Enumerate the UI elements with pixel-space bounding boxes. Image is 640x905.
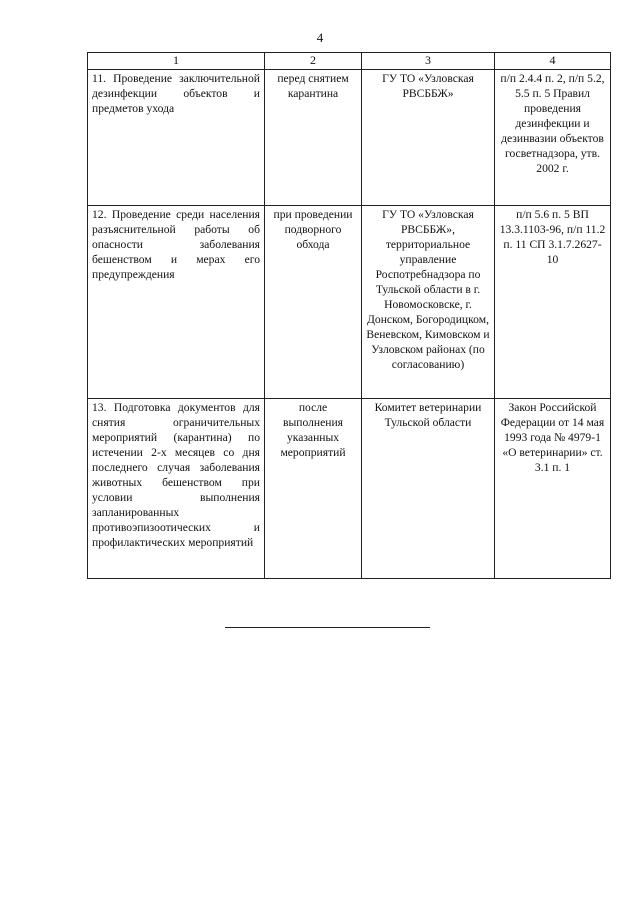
column-header: 2	[265, 53, 362, 70]
measures-table	[87, 52, 611, 579]
measure-cell: 13. Подготовка документов для снятия ограничительных мероприятий (карантина) по истечении 2-х месяцев со дня последнего случая заболевания животных бешенством при условии выполнения запланированных противоэпизоотических и профилактических мероприятий	[88, 399, 265, 579]
responsible-cell: Комитет ветеринарии Тульской области	[362, 399, 495, 579]
basis-cell: п/п 5.6 п. 5 ВП 13.3.1103-96, п/п 11.2 п. 11 СП 3.1.7.2627-10	[495, 206, 611, 399]
table-row	[88, 70, 611, 206]
responsible-cell: ГУ ТО «Узловская РВСББЖ»	[362, 70, 495, 206]
column-header: 4	[495, 53, 611, 70]
table-header-row	[88, 53, 611, 70]
column-header: 1	[88, 53, 265, 70]
column-header: 3	[362, 53, 495, 70]
responsible-cell: ГУ ТО «Узловская РВСББЖ», территориальное управление Роспотребнадзора по Тульской области в г. Новомосковске, г. Донском, Богородицком, Веневском, Кимовском и Узловском районах (по согласованию)	[362, 206, 495, 399]
timing-cell: перед снятием карантина	[265, 70, 362, 206]
measure-cell: 12. Проведение среди населения разъяснительной работы об опасности заболевания бешенством и мерах его предупреждения	[88, 206, 265, 399]
timing-cell: при проведении подворного обхода	[265, 206, 362, 399]
basis-cell: Закон Российской Федерации от 14 мая 1993 года № 4979-1 «О ветеринарии» ст. 3.1 п. 1	[495, 399, 611, 579]
page-number: 4	[316, 30, 324, 45]
timing-cell: после выполнения указанных мероприятий	[265, 399, 362, 579]
closing-rule	[225, 627, 430, 628]
basis-cell: п/п 2.4.4 п. 2, п/п 5.2, 5.5 п. 5 Правил проведения дезинфекции и дезинвазии объектов госветнадзора, утв. 2002 г.	[495, 70, 611, 206]
table-row	[88, 399, 611, 579]
measure-cell: 11. Проведение заключительной дезинфекции объектов и предметов ухода	[88, 70, 265, 206]
table-row	[88, 206, 611, 399]
